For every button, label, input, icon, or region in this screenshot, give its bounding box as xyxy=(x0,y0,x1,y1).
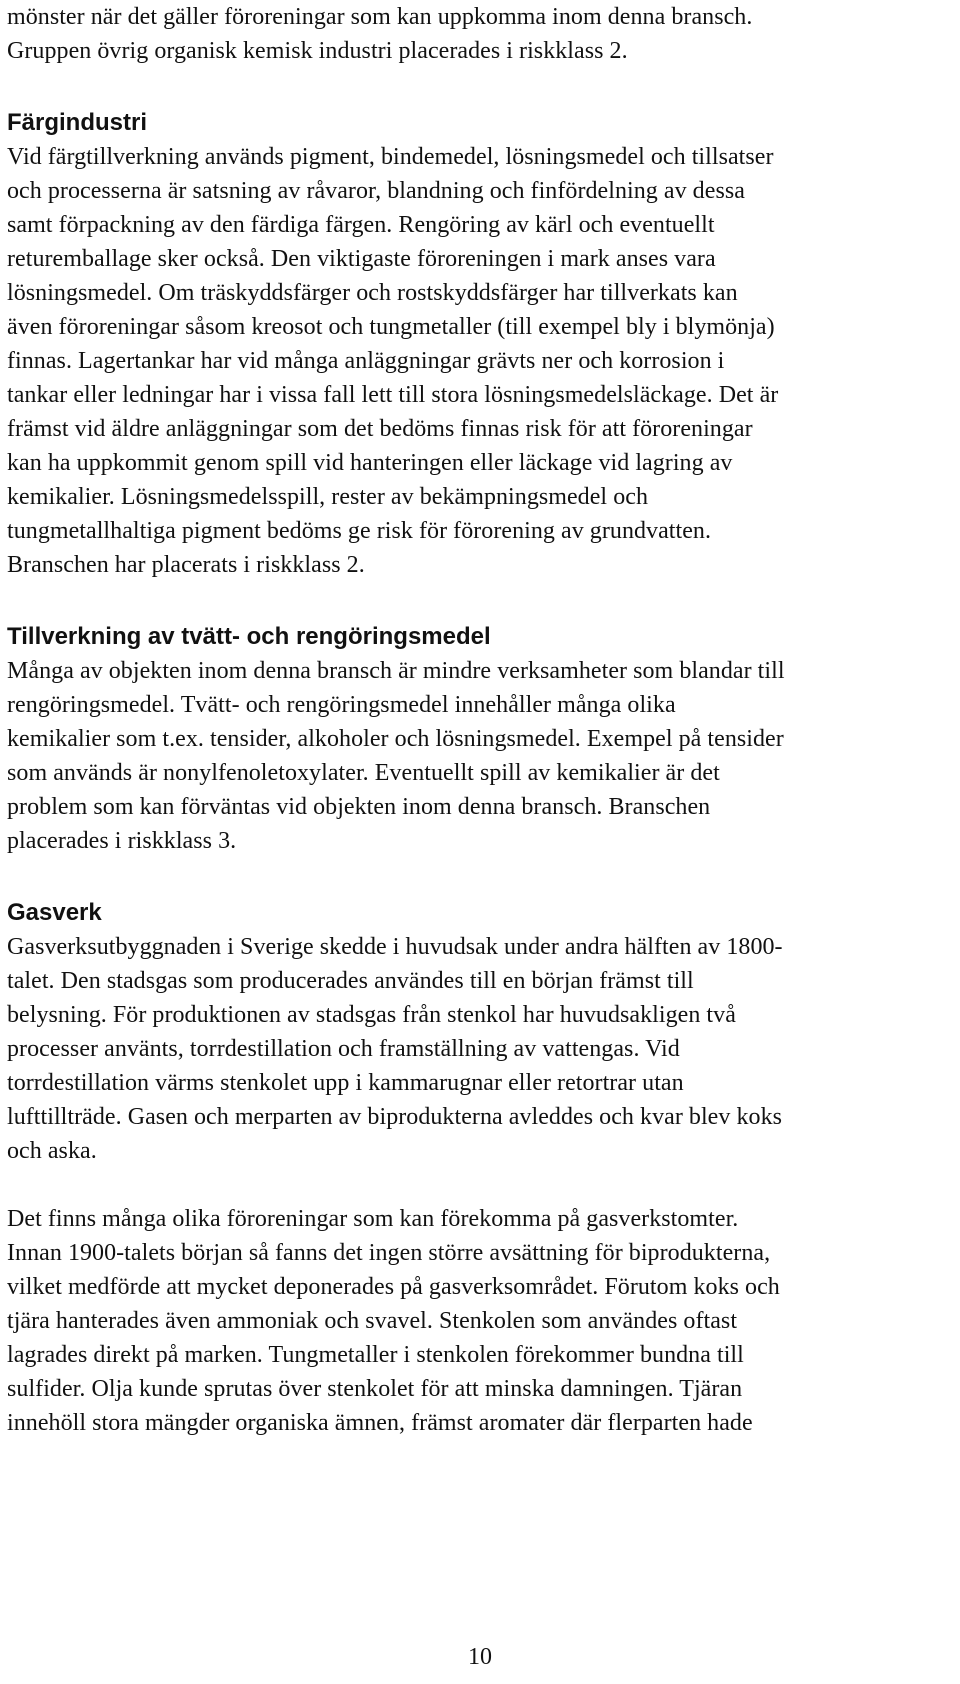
text-line: problem som kan förväntas vid objekten inom denna bransch. Branschen xyxy=(7,794,711,820)
spacer xyxy=(7,68,952,106)
text-line: finnas. Lagertankar har vid många anläggningar grävts ner och korrosion i xyxy=(7,348,725,374)
text-line: samt förpackning av den färdiga färgen. Rengöring av kärl och eventuellt xyxy=(7,212,715,238)
text-line: Branschen har placerats i riskklass 2. xyxy=(7,552,365,578)
text-line: lösningsmedel. Om träskyddsfärger och rostskyddsfärger har tillverkats kan xyxy=(7,280,738,306)
intro-paragraph xyxy=(7,0,952,68)
text-line: lagrades direkt på marken. Tungmetaller i stenkolen förekommer bundna till xyxy=(7,1342,744,1368)
section-paragraph xyxy=(7,1202,952,1440)
text-line: Många av objekten inom denna bransch är mindre verksamheter som blandar till xyxy=(7,658,785,684)
text-line: kan ha uppkommit genom spill vid hanteringen eller läckage vid lagring av xyxy=(7,450,733,476)
text-line: Det finns många olika föroreningar som kan förekomma på gasverkstomter. xyxy=(7,1206,739,1232)
text-line: som används är nonylfenoletoxylater. Eventuellt spill av kemikalier är det xyxy=(7,760,720,786)
text-line: tungmetallhaltiga pigment bedöms ge risk för förorening av grundvatten. xyxy=(7,518,712,544)
section-heading: Gasverk xyxy=(7,899,102,926)
spacer xyxy=(7,858,952,896)
text-line: talet. Den stadsgas som producerades användes till en början främst till xyxy=(7,968,694,994)
text-line: returemballage sker också. Den viktigaste föroreningen i mark anses vara xyxy=(7,246,716,272)
text-line: mönster när det gäller föroreningar som kan uppkomma inom denna bransch. xyxy=(7,4,753,30)
text-line: placerades i riskklass 3. xyxy=(7,828,237,854)
text-line: även föroreningar såsom kreosot och tungmetaller (till exempel bly i blymönja) xyxy=(7,314,775,340)
text-line: Gasverksutbyggnaden i Sverige skedde i huvudsak under andra hälften av 1800- xyxy=(7,934,783,960)
section-tvatt-och-rengoringsmedel xyxy=(7,620,952,858)
text-line: Innan 1900-talets början så fanns det ingen större avsättning för biprodukterna, xyxy=(7,1240,771,1266)
text-line: belysning. För produktionen av stadsgas från stenkol har huvudsakligen två xyxy=(7,1002,736,1028)
text-line: och processerna är satsning av råvaror, blandning och finfördelning av dessa xyxy=(7,178,745,204)
section-fargindustri xyxy=(7,106,952,582)
text-line: torrdestillation värms stenkolet upp i kammarugnar eller retortrar utan xyxy=(7,1070,684,1096)
text-line: innehöll stora mängder organiska ämnen, främst aromater där flerparten hade xyxy=(7,1410,753,1436)
text-line: rengöringsmedel. Tvätt- och rengöringsmedel innehåller många olika xyxy=(7,692,676,718)
text-line: vilket medförde att mycket deponerades på gasverksområdet. Förutom koks och xyxy=(7,1274,780,1300)
section-paragraph xyxy=(7,654,952,858)
section-heading: Färgindustri xyxy=(7,109,148,136)
text-line: tjära hanterades även ammoniak och svavel. Stenkolen som användes oftast xyxy=(7,1308,738,1334)
section-paragraph xyxy=(7,140,952,582)
text-line: främst vid äldre anläggningar som det bedöms finnas risk för att föroreningar xyxy=(7,416,753,442)
document-page xyxy=(7,0,952,1440)
text-line: processer använts, torrdestillation och framställning av vattengas. Vid xyxy=(7,1036,680,1062)
page-number: 10 xyxy=(468,1644,492,1670)
section-paragraph xyxy=(7,930,952,1168)
spacer xyxy=(7,582,952,620)
text-line: sulfider. Olja kunde sprutas över stenkolet för att minska damningen. Tjäran xyxy=(7,1376,743,1402)
text-line: kemikalier som t.ex. tensider, alkoholer och lösningsmedel. Exempel på tensider xyxy=(7,726,784,752)
spacer xyxy=(7,1168,952,1202)
text-line: tankar eller ledningar har i vissa fall lett till stora lösningsmedelsläckage. Det är xyxy=(7,382,779,408)
text-line: kemikalier. Lösningsmedelsspill, rester av bekämpningsmedel och xyxy=(7,484,649,510)
text-line: lufttillträde. Gasen och merparten av biprodukterna avleddes och kvar blev koks xyxy=(7,1104,783,1130)
section-heading: Tillverkning av tvätt- och rengöringsmedel xyxy=(7,623,491,650)
text-line: Gruppen övrig organisk kemisk industri placerades i riskklass 2. xyxy=(7,38,628,64)
text-line: Vid färgtillverkning används pigment, bindemedel, lösningsmedel och tillsatser xyxy=(7,144,774,170)
section-gasverk xyxy=(7,896,952,1440)
text-line: och aska. xyxy=(7,1138,97,1164)
